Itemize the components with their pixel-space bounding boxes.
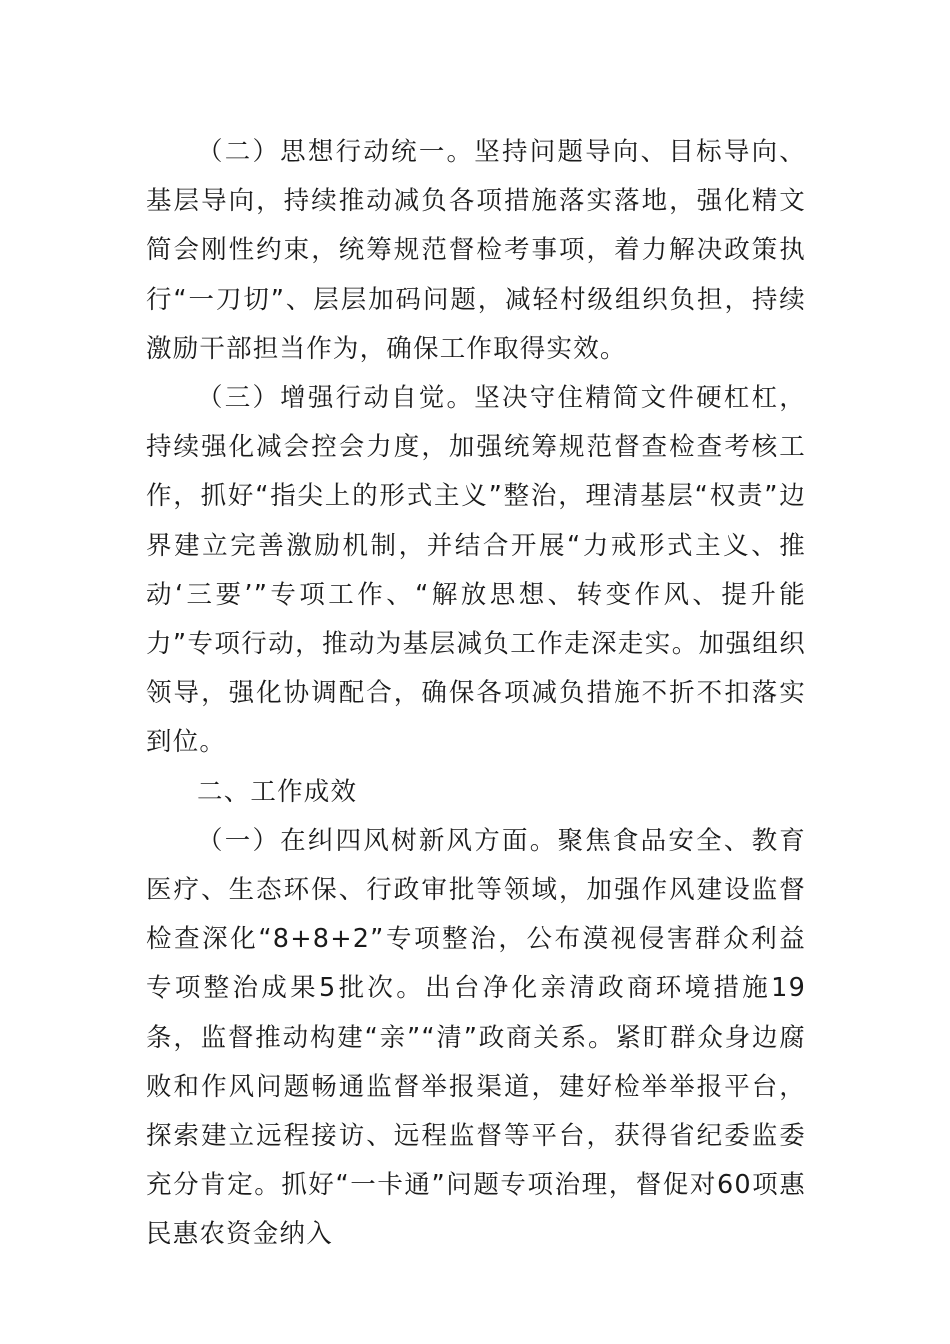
document-body — [146, 128, 806, 1260]
section-heading-work-results: 二、工作成效 — [197, 776, 358, 807]
paragraph-thought-action-unity: （二）思想行动统一。坚持问题导向、目标导向、基层导向，持续推动减负各项措施落实落地，强化精文简会刚性约束，统筹规范督检考事项，着力解决政策执行“一刀切”、层层加码问题，减轻村级组织负担，持续激励干部担当作为，确保工作取得实效。 — [146, 137, 806, 364]
paragraph-action-consciousness: （三）增强行动自觉。坚决守住精简文件硬杠杠，持续强化减会控会力度，加强统筹规范督查检查考核工作，抓好“指尖上的形式主义”整治，理清基层“权责”边界建立完善激励机制，并结合开展“力戒形式主义、推动‘三要’”专项工作、“解放思想、转变作风、提升能力”专项行动，推动为基层减负工作走深走实。加强组织领导，强化协调配合，确保各项减负措施不折不扣落实到位。 — [146, 383, 806, 758]
paragraph-four-winds: （一）在纠四风树新风方面。聚焦食品安全、教育医疗、生态环保、行政审批等领域，加强作风建设监督检查深化“8+8+2”专项整治，公布漠视侵害群众利益专项整治成果5批次。出台净化亲清政商环境措施19条，监督推动构建“亲”“清”政商关系。紧盯群众身边腐败和作风问题畅通监督举报渠道，建好检举举报平台，探索建立远程接访、远程监督等平台，获得省纪委监委充分肯定。抓好“一卡通”问题专项治理，督促对60项惠民惠农资金纳入 — [146, 825, 806, 1250]
